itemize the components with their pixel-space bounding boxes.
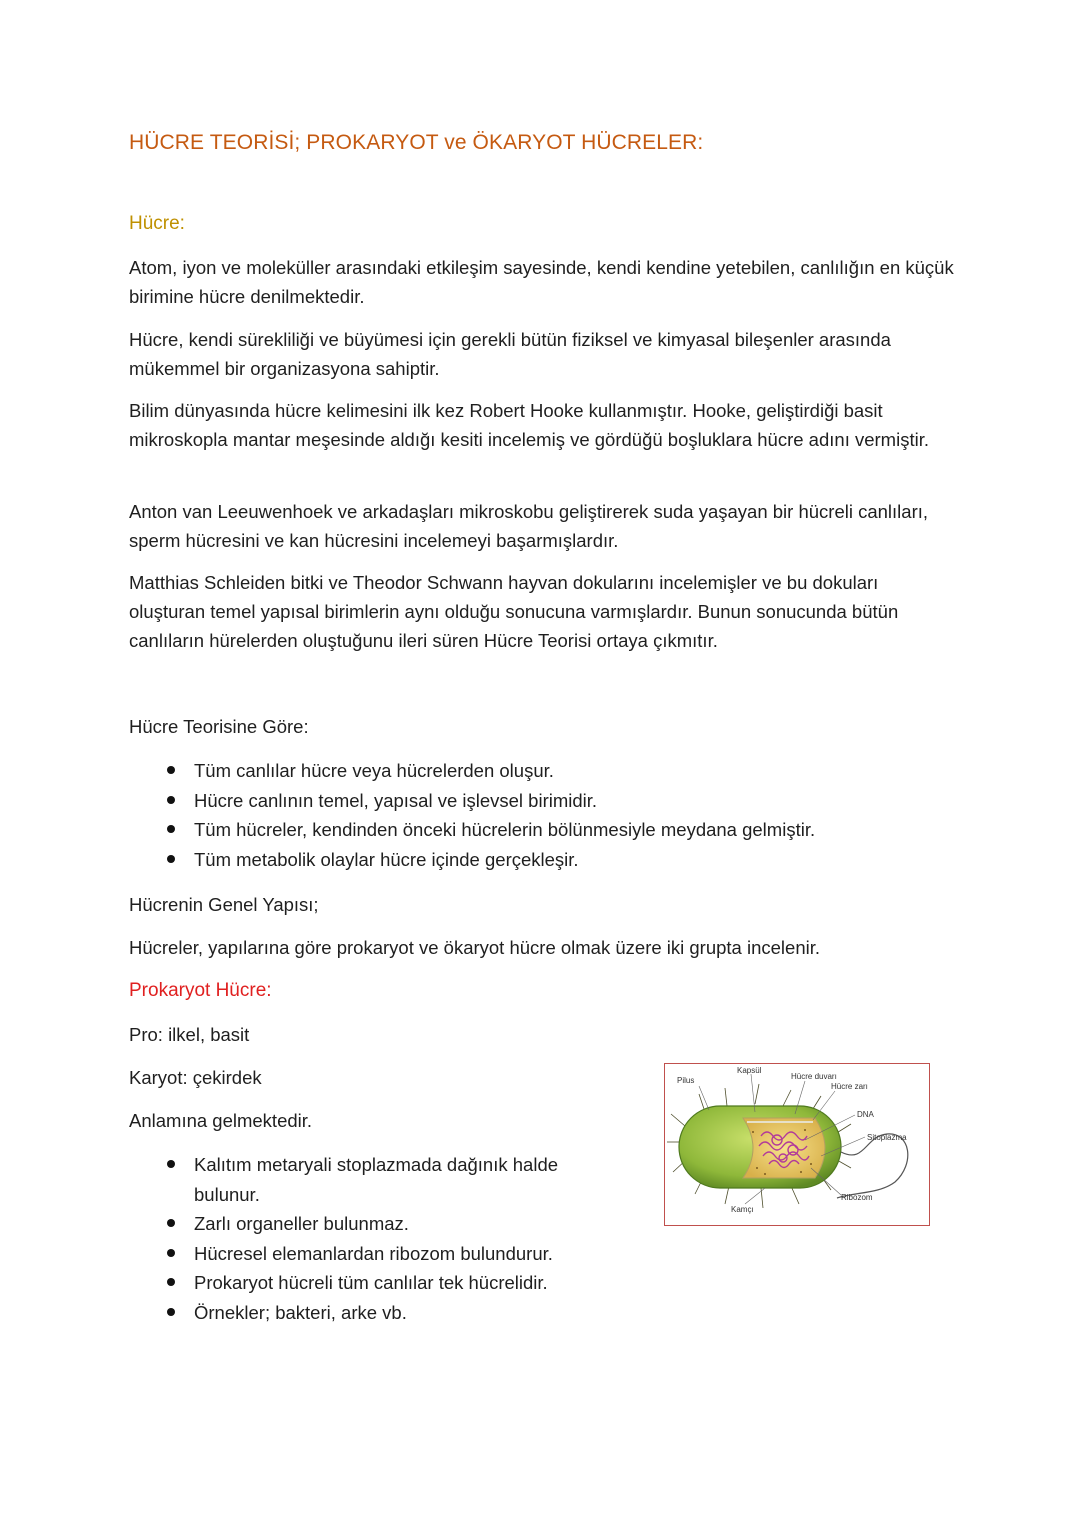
paragraph-1: Atom, iyon ve moleküller arasındaki etkileşim sayesinde, kendi kendine yetebilen, canlılığın en küçük birimine hücre denilmektedir. <box>129 257 954 307</box>
label-hucre-duvari: Hücre duvarı <box>791 1072 837 1081</box>
list-item: Zarlı organeller bulunmaz. <box>129 1209 599 1239</box>
list-item: Hücresel elemanlardan ribozom bulundurur. <box>129 1239 599 1269</box>
theory-list <box>129 756 949 874</box>
prokaryot-list <box>129 1150 599 1327</box>
bullet-icon <box>167 766 175 774</box>
paragraph-5: Matthias Schleiden bitki ve Theodor Schwann hayvan dokularını incelemişler ve bu dokuları oluşturan temel yapısal birimlerin aynı olduğu sonucuna varmışlardır. Bunun sonucunda bütün canlıların hürelerden oluştuğunu ileri süren Hücre Teorisi ortaya çıkmıtır. <box>129 572 899 651</box>
list-item: Hücre canlının temel, yapısal ve işlevsel birimidir. <box>129 786 949 816</box>
bullet-icon <box>167 796 175 804</box>
list-item: Prokaryot hücreli tüm canlılar tek hücrelidir. <box>129 1268 599 1298</box>
bullet-icon <box>167 1219 175 1227</box>
bacterium-diagram <box>665 1064 929 1225</box>
label-pilus: Pilus <box>677 1076 695 1085</box>
list-item: Tüm metabolik olaylar hücre içinde gerçekleşir. <box>129 845 949 875</box>
label-sitoplazma: Sitoplazma <box>867 1133 907 1142</box>
bullet-icon <box>167 855 175 863</box>
paragraph-3: Bilim dünyasında hücre kelimesini ilk kez Robert Hooke kullanmıştır. Hooke, geliştirdiği basit mikroskopla mantar meşesinde aldığı kesiti incelemiş ve gördüğü boşluklara hücre adını vermiştir. <box>129 400 929 450</box>
bullet-icon <box>167 1160 175 1168</box>
label-kamci: Kamçı <box>731 1205 754 1214</box>
bullet-icon <box>167 1278 175 1286</box>
karyot-line: Karyot: çekirdek <box>129 1067 262 1088</box>
structure-heading: Hücrenin Genel Yapısı; <box>129 894 319 915</box>
list-item: Kalıtım metaryali stoplazmada dağınık halde bulunur. <box>129 1150 599 1209</box>
label-hucre-zari: Hücre zarı <box>831 1082 868 1091</box>
theory-heading: Hücre Teorisine Göre: <box>129 716 309 737</box>
bullet-icon <box>167 1308 175 1316</box>
label-dna: DNA <box>857 1110 874 1119</box>
prokaryot-heading: Prokaryot Hücre: <box>129 980 272 1001</box>
cytoplasm-cutaway <box>743 1118 825 1178</box>
structure-text: Hücreler, yapılarına göre prokaryot ve ökaryot hücre olmak üzere iki grupta incelenir. <box>129 937 821 958</box>
page-title: HÜCRE TEORİSİ; PROKARYOT ve ÖKARYOT HÜCRELER: <box>129 131 704 154</box>
paragraph-4: Anton van Leeuwenhoek ve arkadaşları mikroskobu geliştirerek suda yaşayan bir hücreli canlıları, sperm hücresini ve kan hücresini incelemeyi başarmışlardır. <box>129 501 929 551</box>
label-ribozom: Ribozom <box>841 1193 873 1202</box>
label-kapsul: Kapsül <box>737 1066 762 1075</box>
prokaryote-cell-figure <box>664 1063 930 1226</box>
paragraph-2: Hücre, kendi sürekliliği ve büyümesi için gerekli bütün fiziksel ve kimyasal bileşenler arasında mükemmel bir organizasyona sahiptir. <box>129 329 891 379</box>
list-item: Tüm hücreler, kendinden önceki hücrelerin bölünmesiyle meydana gelmiştir. <box>129 815 949 845</box>
list-item: Örnekler; bakteri, arke vb. <box>129 1298 599 1328</box>
hucre-heading: Hücre: <box>129 213 185 234</box>
list-item: Tüm canlılar hücre veya hücrelerden oluşur. <box>129 756 949 786</box>
bullet-icon <box>167 825 175 833</box>
pro-line: Pro: ilkel, basit <box>129 1024 250 1045</box>
meaning-line: Anlamına gelmektedir. <box>129 1110 313 1131</box>
bullet-icon <box>167 1249 175 1257</box>
